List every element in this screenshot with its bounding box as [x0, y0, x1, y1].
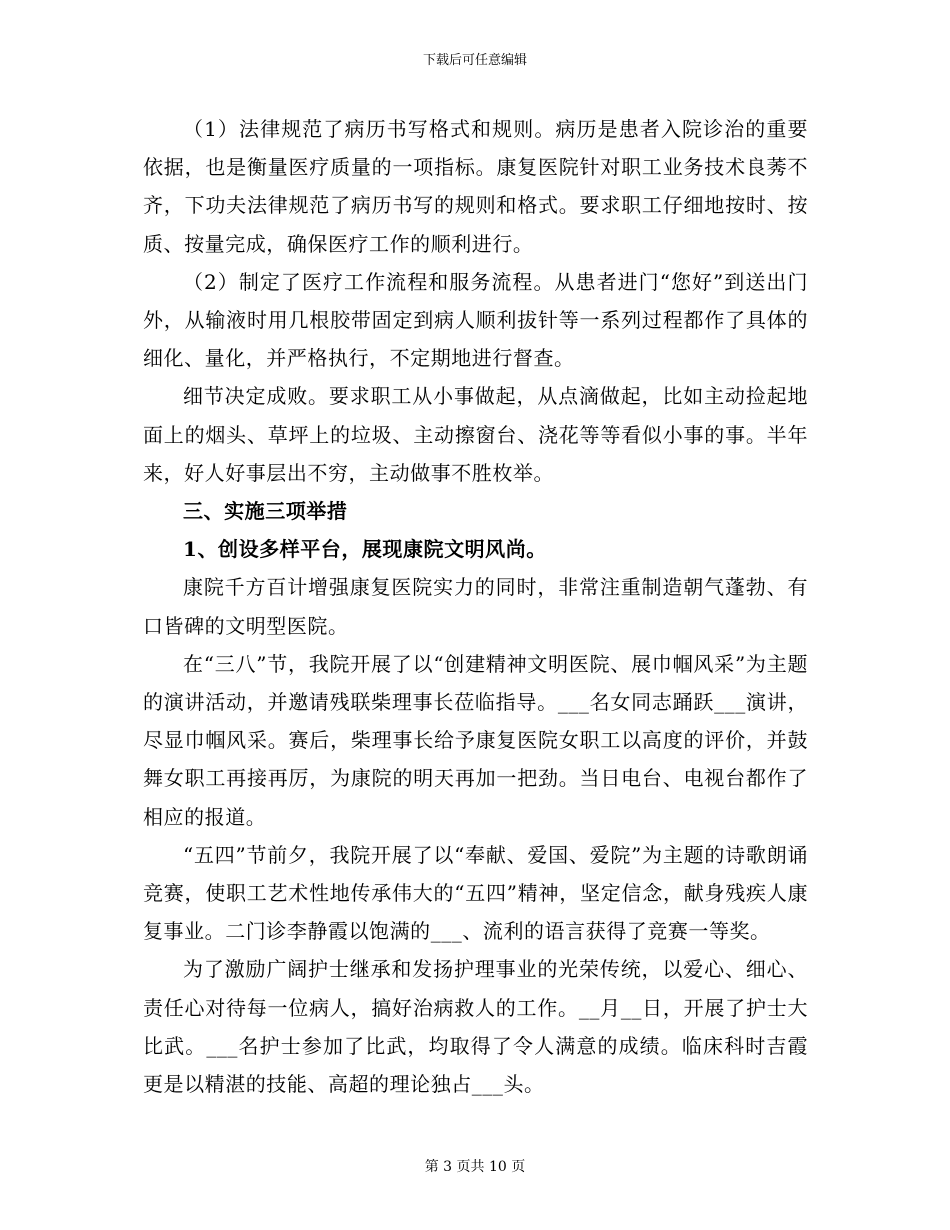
- paragraph-civilized-hospital: 康院千方百计增强康复医院实力的同时，非常注重制造朝气蓬勃、有口皆碑的文明型医院。: [143, 575, 808, 638]
- paragraph-youth-day: “五四”节前夕，我院开展了以“奉献、爱国、爱院”为主题的诗歌朗诵竞赛，使职工艺术性地传承伟大的“五四”精神，坚定信念，献身残疾人康复事业。二门诊李静霞以饱满的___、流利的语言获得了竞赛一等奖。: [143, 842, 808, 944]
- paragraph-womens-day: 在“三八”节，我院开展了以“创建精神文明医院、展巾帼风采”为主题的演讲活动，并邀请残联柴理事长莅临指导。___名女同志踊跃___演讲，尽显巾帼风采。赛后，柴理事长给予康复医院女职工以高度的评价，并鼓舞女职工再接再厉，为康院的明天再加一把劲。当日电台、电视台都作了相应的报道。: [143, 651, 808, 829]
- document-body: [143, 110, 808, 1103]
- paragraph-medical-records: （1）法律规范了病历书写格式和规则。病历是患者入院诊治的重要依据，也是衡量医疗质量的一项指标。康复医院针对职工业务技术良莠不齐，下功夫法律规范了病历书写的规则和格式。要求职工仔细地按时、按质、按量完成，确保医疗工作的顺利进行。: [143, 117, 808, 256]
- paragraph-workflow: （2）制定了医疗工作流程和服务流程。从患者进门“您好”到送出门外，从输液时用几根胶带固定到病人顺利拔针等一系列过程都作了具体的细化、量化，并严格执行，不定期地进行督查。: [143, 269, 808, 371]
- paragraph-nurse-competition: 为了激励广阔护士继承和发扬护理事业的光荣传统，以爱心、细心、责任心对待每一位病人，搞好治病救人的工作。__月__日，开展了护士大比武。___名护士参加了比武，均取得了令人满意的成绩。临床科时吉霞更是以精湛的技能、高超的理论独占___头。: [143, 957, 808, 1097]
- paragraph-details: 细节决定成败。要求职工从小事做起，从点滴做起，比如主动捡起地面上的烟头、草坪上的垃圾、主动擦窗台、浇花等等看似小事的事。半年来，好人好事层出不穷，主动做事不胜枚举。: [143, 384, 808, 485]
- subsection-heading: 1、创设多样平台，展现康院文明风尚。: [183, 537, 547, 562]
- page-header: 下载后可任意编辑: [422, 53, 527, 68]
- page-footer: 第 3 页共 10 页: [424, 1159, 526, 1175]
- section-heading: 三、实施三项举措: [183, 499, 348, 524]
